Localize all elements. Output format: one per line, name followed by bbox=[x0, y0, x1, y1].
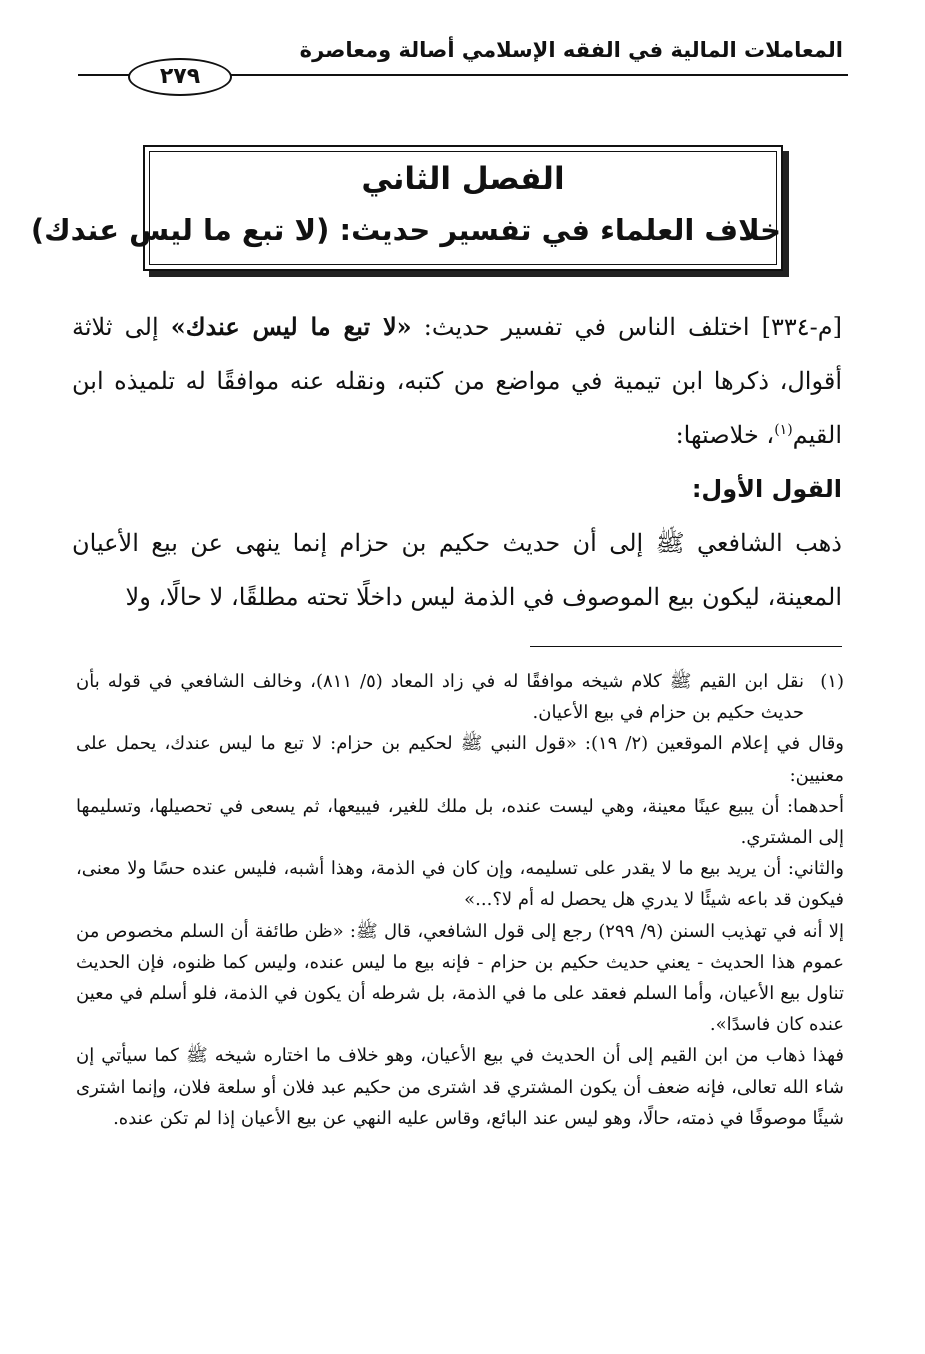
paragraph-first-opinion: ذهب الشافعي ﷺ إلى أن حديث حكيم بن حزام إنما ينهى عن بيع الأعيان المعينة، ليكون بيع الموصوف في الذمة ليس داخلًا تحته مطلقًا، لا حالًا، ولا bbox=[72, 529, 842, 611]
footnote-line: إلا أنه في تهذيب السنن (٩/ ٢٩٩) رجع إلى قول الشافعي، قال ﷺ: «ظن طائفة أن السلم مخصوص من عموم هذا الحديث - يعني حديث حكيم بن حزام - فإنه بيع ما ليس عنده، وليس كما ظنوه، فإن الحديث تناول بيع الأعيان، وأما السلم فعقد على ما في الذمة، بل شرطه أن يكون في الذمة، فلو أسلم في معين عنده كان فاسدًا». bbox=[76, 920, 844, 1036]
main-text bbox=[72, 300, 842, 624]
page-number-badge: ٢٧٩ bbox=[128, 58, 232, 96]
chapter-title: خلاف العلماء في تفسير حديث: (لا تبع ما ليس عندك) bbox=[30, 213, 781, 247]
footnote-line: أحدهما: أن يبيع عينًا معينة، وهي ليست عنده، بل ملك للغير، فيبيعها، ثم يسعى في تحصيلها، وتسليمها إلى المشتري. bbox=[76, 795, 844, 849]
footnote-line-text: نقل ابن القيم ﷺ كلام شيخه موافقًا له في زاد المعاد (٥/ ٨١١)، وخالف الشافعي في قوله بأن حديث حكيم بن حزام في بيع الأعيان. bbox=[76, 671, 804, 724]
paragraph-intro-text: إلى ثلاثة أقوال، ذكرها ابن تيمية في مواضع من كتبه، ونقله عنه موافقًا له تلميذه ابن القيم bbox=[72, 313, 842, 449]
section-subheading: القول الأول: bbox=[691, 475, 842, 503]
chapter-number: الفصل الثاني bbox=[361, 161, 565, 197]
hadith-quote: «لا تبع ما ليس عندك» bbox=[170, 312, 412, 341]
footnote-line: فهذا ذهاب من ابن القيم إلى أن الحديث في بيع الأعيان، وهو خلاف ما اختاره شيخه ﷺ كما سيأتي إن شاء الله تعالى، فإنه ضعف أن يكون المشتري قد اشترى من حكيم عبد فلان أو سلعة فلان، وإنما اشترى شيئًا موصوفًا في ذمته، حالًا، وهو ليس عند البائع، وقاس عليه النهي عن بيع الأعيان إذا لم تكن عنده. bbox=[76, 1045, 844, 1129]
paragraph-intro-tail: ، خلاصتها: bbox=[675, 421, 775, 449]
footnote-reference[interactable]: (١) bbox=[774, 422, 793, 438]
footnote-line bbox=[76, 666, 844, 728]
footnote-line: وقال في إعلام الموقعين (٢/ ١٩): «قول النبي ﷺ لحكيم بن حزام: لا تبع ما ليس عندك، يحمل على معنيين: bbox=[76, 733, 844, 786]
running-header-title: المعاملات المالية في الفقه الإسلامي أصالة ومعاصرة bbox=[299, 38, 843, 62]
footnotes-section bbox=[76, 666, 844, 1134]
chapter-title-box bbox=[30, 145, 783, 271]
paragraph-intro bbox=[72, 300, 842, 462]
paragraph-intro-lead: [م-٣٣٤] اختلف الناس في تفسير حديث: bbox=[411, 313, 842, 341]
footnote-separator bbox=[530, 646, 842, 647]
footnote-line: والثاني: أن يريد بيع ما لا يقدر على تسليمه، وإن كان في الذمة، وهذا أشبه، فليس عنده حسًا ولا معنى، فيكون قد باعه شيئًا لا يدري هل يحصل له أم لا؟...» bbox=[76, 858, 844, 911]
footnote-marker: (١) bbox=[820, 671, 844, 692]
